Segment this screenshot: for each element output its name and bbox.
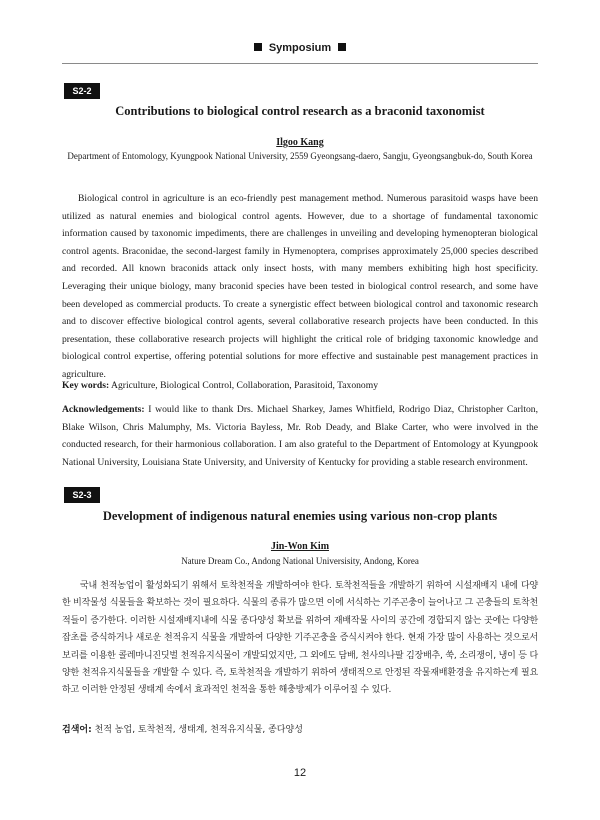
keywords-line <box>62 722 538 739</box>
abstract-affiliation: Nature Dream Co., Andong National Universisity, Andong, Korea <box>181 556 419 566</box>
abstract-code-badge: S2-2 <box>64 83 100 99</box>
abstract-body: 국내 천적농업이 활성화되기 위해서 토착천적을 개발하여야 한다. 토착천적들을 개발하기 위하여 시설재배지 내에 다양한 비작물성 식물들을 확보하는 것이 필요하다. 식물의 종류가 많으면 이에 서식하는 기주곤충이 늘어나고 그 곤충들의 토착천적들이 증가한다. 이러한 시설재배지내에 식물 종다양성 확보를 위하여 재배작물 사이의 공간에 경합되지 않는 곳에는 다양한 잡초를 증식하거나 새로운 천적유지 식물을 개발하여 다양한 기주곤충을 증식시켜야 한다. 현재 가장 많이 사용하는 것으로서 보리를 이용한 콜레마니진딧벌 천적유지식물이 개발되었지만, 그 외에도 담배, 천사의나팔 김장배추, 쑥, 소리쟁이, 냉이 등 다양한 천적유지식물들을 개발할 수 있다. 즉, 토착천적을 개발하기 위하여 생태적으로 안정된 작물재배환경을 유지하는게 필요하고 이러한 안정된 생태계 속에서 효과적인 천적을 통한 해충방제가 이루어질 수 있다. <box>62 581 538 696</box>
keywords-line <box>62 377 538 394</box>
abstract-title: Development of indigenous natural enemies using various non-crop plants <box>102 509 498 523</box>
keywords-text: 천적 농업, 토착천적, 생태계, 천적유지식물, 종다양성 <box>94 725 303 735</box>
square-bullet-icon <box>338 43 346 51</box>
abstract-author: Jin-Won Kim <box>270 541 330 552</box>
abstract-affiliation: Department of Entomology, Kyungpook National University, 2559 Gyeongsang-daero, Sangju, Gyeongsangbuk-do, South Korea <box>67 151 533 161</box>
abstract-title: Contributions to biological control research as a braconid taxonomist <box>115 104 485 118</box>
keywords-label: Key words: <box>62 380 110 391</box>
keywords-text: Agriculture, Biological Control, Collaboration, Parasitoid, Taxonomy <box>111 380 378 391</box>
acknowledgements-label: Acknowledgements: <box>62 404 145 415</box>
abstract-code-badge: S2-3 <box>64 487 100 503</box>
page-number: 12 <box>293 767 307 779</box>
acknowledgements-text: I would like to thank Drs. Michael Sharkey, James Whitfield, Rodrigo Diaz, Christopher Carlton, Blake Wilson, Chris Malumphy, Ms. Victoria Bayless, Mr. Rob Deady, and Blake Carter, who were involved in the conducted research, for their harmonious collaboration. I am also grateful to the Department of Entomology at Kyungpook National University, Louisiana State University, and University of Kentucky for providing a stable research environment. <box>62 404 538 468</box>
square-bullet-icon <box>254 43 262 51</box>
acknowledgements <box>62 401 538 471</box>
keywords-label: 검색어: <box>62 725 92 735</box>
section-header <box>0 42 600 54</box>
header-rule <box>62 63 538 64</box>
section-title: Symposium <box>268 42 332 54</box>
abstract-author: Ilgoo Kang <box>276 137 324 148</box>
abstract-body: Biological control in agriculture is an eco-friendly pest management method. Numerous parasitoid wasps have been utilized as natural enemies and biological control agents. However, due to a shortage of fundamental taxonomic information caused by taxonomic impediments, there are challenges in unveiling and developing hymenopteran biological control agents. Braconidae, the second-largest family in Hymenoptera, comprises approximately 25,000 species described and recorded. All known braconids attack only insect hosts, with many members exhibiting high host specificity. Leveraging their unique biology, many braconid species have been tested in biological control research, and some have been developed as commercial products. To create a synergistic effect between biological control and taxonomic research and to discover effective biological control agents, several collaborative research projects have been conducted. In this presentation, these collaborative research projects will highlight the critical role of bridging taxonomic knowledge and biological control expertise, offering potential solutions for more effective and sustainable pest management practices in agriculture. <box>62 193 538 380</box>
